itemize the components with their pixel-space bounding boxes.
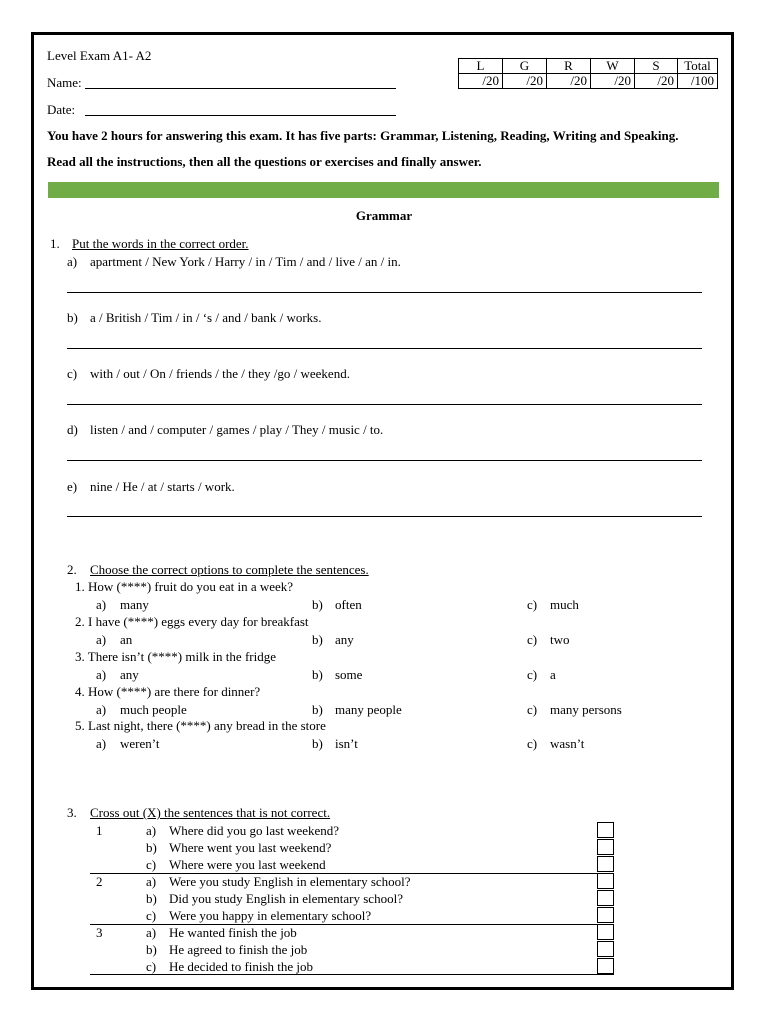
q3-g3-letter-a: a) bbox=[146, 925, 157, 940]
q1-answer-line-d[interactable] bbox=[67, 460, 702, 461]
instruction-line-1: You have 2 hours for answering this exam. It has five parts: Grammar, Listening, Reading, Writing and Speaking. bbox=[47, 128, 679, 143]
q3-group-3-number: 3 bbox=[96, 925, 103, 940]
q3-g2-checkbox-c[interactable] bbox=[597, 907, 614, 923]
q2-q2-option-c-letter: c) bbox=[527, 632, 538, 647]
q2-q4-option-a[interactable]: much people bbox=[120, 702, 187, 717]
q2-q5-option-b-letter: b) bbox=[312, 736, 323, 751]
q2-q1-option-a[interactable]: many bbox=[120, 597, 149, 612]
q1-item-d-letter: d) bbox=[67, 422, 78, 437]
q2-q3-option-b-letter: b) bbox=[312, 667, 323, 682]
q2-q5-option-b[interactable]: isn’t bbox=[335, 736, 358, 751]
score-header-g: G bbox=[503, 59, 547, 74]
q2-number: 2. bbox=[67, 562, 77, 577]
name-field[interactable] bbox=[85, 88, 396, 89]
score-value-r: /20 bbox=[547, 74, 591, 89]
q2-q3-option-c-letter: c) bbox=[527, 667, 538, 682]
q3-g3-checkbox-c[interactable] bbox=[597, 958, 614, 974]
q3-g3-letter-c: c) bbox=[146, 959, 157, 974]
q3-g3-option-b: He agreed to finish the job bbox=[169, 942, 308, 957]
q3-g1-checkbox-b[interactable] bbox=[597, 839, 614, 855]
date-label: Date: bbox=[47, 102, 76, 117]
q2-question-1: 1. How (****) fruit do you eat in a week? bbox=[75, 579, 294, 594]
q3-g2-option-c: Were you happy in elementary school? bbox=[169, 908, 372, 923]
q3-title: Cross out (X) the sentences that is not correct. bbox=[90, 805, 331, 820]
q2-q4-option-b[interactable]: many people bbox=[335, 702, 402, 717]
q2-q4-option-a-letter: a) bbox=[96, 702, 107, 717]
score-value-l: /20 bbox=[459, 74, 503, 89]
q3-g2-option-a: Were you study English in elementary school? bbox=[169, 874, 411, 889]
q3-g1-option-b: Where went you last weekend? bbox=[169, 840, 332, 855]
q3-g1-letter-a: a) bbox=[146, 823, 157, 838]
q3-group-2-number: 2 bbox=[96, 874, 103, 889]
score-header-s: S bbox=[635, 59, 678, 74]
q2-q3-option-a-letter: a) bbox=[96, 667, 107, 682]
name-label: Name: bbox=[47, 75, 82, 90]
q1-item-b-letter: b) bbox=[67, 310, 78, 325]
q1-item-c-letter: c) bbox=[67, 366, 78, 381]
q2-q4-option-c-letter: c) bbox=[527, 702, 538, 717]
q2-q3-option-c[interactable]: a bbox=[550, 667, 556, 682]
q2-title: Choose the correct options to complete the sentences. bbox=[90, 562, 369, 577]
q1-number: 1. bbox=[50, 236, 60, 251]
q3-g1-checkbox-c[interactable] bbox=[597, 856, 614, 872]
q1-answer-line-b[interactable] bbox=[67, 348, 702, 349]
q3-g1-letter-c: c) bbox=[146, 857, 157, 872]
q3-bottom-rule bbox=[90, 974, 614, 975]
q2-q2-option-a[interactable]: an bbox=[120, 632, 133, 647]
q2-question-2: 2. I have (****) eggs every day for breakfast bbox=[75, 614, 309, 629]
q2-q1-option-a-letter: a) bbox=[96, 597, 107, 612]
q3-g1-checkbox-a[interactable] bbox=[597, 822, 614, 838]
q3-g2-checkbox-b[interactable] bbox=[597, 890, 614, 906]
score-value-row bbox=[459, 74, 718, 89]
q2-q2-option-a-letter: a) bbox=[96, 632, 107, 647]
score-header-w: W bbox=[591, 59, 635, 74]
q2-q4-option-b-letter: b) bbox=[312, 702, 323, 717]
score-value-g: /20 bbox=[503, 74, 547, 89]
q2-q3-option-a[interactable]: any bbox=[120, 667, 139, 682]
q2-q5-option-c-letter: c) bbox=[527, 736, 538, 751]
q1-answer-line-a[interactable] bbox=[67, 292, 702, 293]
score-value-s: /20 bbox=[635, 74, 678, 89]
q2-question-5: 5. Last night, there (****) any bread in the store bbox=[75, 718, 326, 733]
q1-item-e-letter: e) bbox=[67, 479, 78, 494]
q2-q5-option-c[interactable]: wasn’t bbox=[550, 736, 585, 751]
q2-q2-option-b[interactable]: any bbox=[335, 632, 354, 647]
section-title: Grammar bbox=[355, 208, 413, 223]
q2-q2-option-c[interactable]: two bbox=[550, 632, 570, 647]
q2-q2-option-b-letter: b) bbox=[312, 632, 323, 647]
q3-g1-letter-b: b) bbox=[146, 840, 157, 855]
q1-item-e-text: nine / He / at / starts / work. bbox=[90, 479, 235, 494]
instruction-line-2: Read all the instructions, then all the questions or exercises and finally answer. bbox=[47, 154, 482, 169]
q3-g2-option-b: Did you study English in elementary school? bbox=[169, 891, 403, 906]
q2-q5-option-a[interactable]: weren’t bbox=[120, 736, 160, 751]
q1-item-d-text: listen / and / computer / games / play / They / music / to. bbox=[90, 422, 384, 437]
q3-g1-option-a: Where did you go last weekend? bbox=[169, 823, 340, 838]
q3-g3-letter-b: b) bbox=[146, 942, 157, 957]
score-header-row bbox=[459, 59, 718, 74]
q3-g3-option-c: He decided to finish the job bbox=[169, 959, 314, 974]
q2-q1-option-c-letter: c) bbox=[527, 597, 538, 612]
q1-item-a-letter: a) bbox=[67, 254, 78, 269]
q3-group-1-number: 1 bbox=[96, 823, 103, 838]
date-field[interactable] bbox=[85, 115, 396, 116]
level-label: Level Exam A1- A2 bbox=[47, 48, 152, 63]
q3-g2-letter-b: b) bbox=[146, 891, 157, 906]
q2-q1-option-b-letter: b) bbox=[312, 597, 323, 612]
q3-g2-checkbox-a[interactable] bbox=[597, 873, 614, 889]
section-divider-bar bbox=[48, 182, 719, 198]
q2-q1-option-c[interactable]: much bbox=[550, 597, 579, 612]
q1-title: Put the words in the correct order. bbox=[72, 236, 249, 251]
q1-item-b-text: a / British / Tim / in / ‘s / and / bank / works. bbox=[90, 310, 322, 325]
score-header-l: L bbox=[459, 59, 503, 74]
q2-q1-option-b[interactable]: often bbox=[335, 597, 362, 612]
q3-g3-option-a: He wanted finish the job bbox=[169, 925, 297, 940]
score-table bbox=[458, 58, 718, 89]
q1-item-c-text: with / out / On / friends / the / they /go / weekend. bbox=[90, 366, 350, 381]
q1-answer-line-c[interactable] bbox=[67, 404, 702, 405]
q2-q5-option-a-letter: a) bbox=[96, 736, 107, 751]
score-header-r: R bbox=[547, 59, 591, 74]
score-header-total: Total bbox=[678, 59, 718, 74]
q3-number: 3. bbox=[67, 805, 77, 820]
q3-g1-option-c: Where were you last weekend bbox=[169, 857, 326, 872]
q1-item-a-text: apartment / New York / Harry / in / Tim / and / live / an / in. bbox=[90, 254, 401, 269]
q2-question-4: 4. How (****) are there for dinner? bbox=[75, 684, 261, 699]
q2-q3-option-b[interactable]: some bbox=[335, 667, 363, 682]
q1-answer-line-e[interactable] bbox=[67, 516, 702, 517]
q3-g2-letter-a: a) bbox=[146, 874, 157, 889]
score-value-total: /100 bbox=[678, 74, 718, 89]
q3-g3-checkbox-a[interactable] bbox=[597, 924, 614, 940]
page-border bbox=[31, 32, 734, 990]
q3-g3-checkbox-b[interactable] bbox=[597, 941, 614, 957]
q3-g2-letter-c: c) bbox=[146, 908, 157, 923]
q2-question-3: 3. There isn’t (****) milk in the fridge bbox=[75, 649, 276, 664]
q2-q4-option-c[interactable]: many persons bbox=[550, 702, 622, 717]
score-value-w: /20 bbox=[591, 74, 635, 89]
